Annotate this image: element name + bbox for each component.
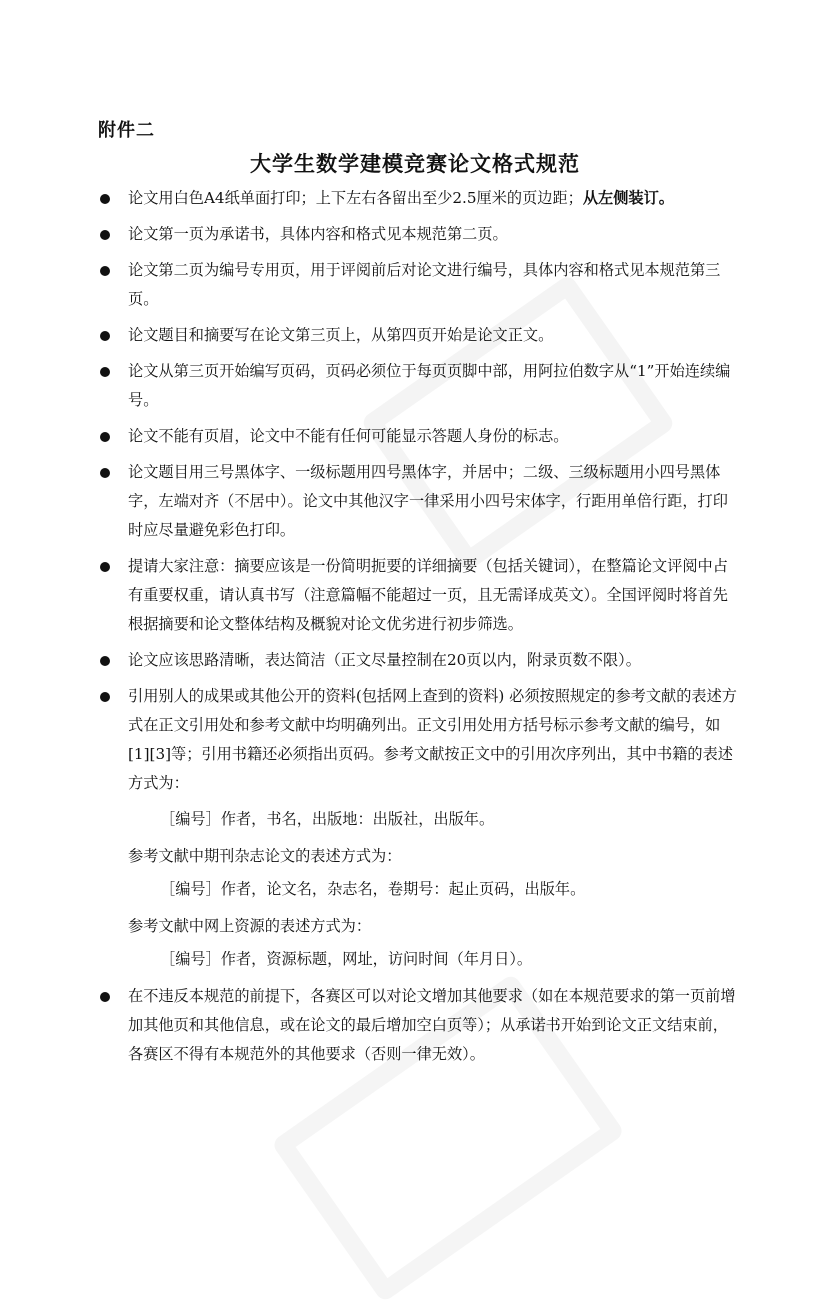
document-body (98, 184, 738, 1076)
list-item (98, 458, 738, 545)
list-item-text: 论文不能有页眉，论文中不能有任何可能显示答题人身份的标志。 (128, 427, 569, 445)
list-item (98, 220, 738, 249)
list-item-text: 引用别人的成果或其他公开的资料(包括网上查到的资料) 必须按照规定的参考文献的表述方式在正文引用处和参考文献中均明确列出。正文引用处用方括号标示参考文献的编号，如[1][3]等；引用书籍还必须指出页码。参考文献按正文中的引用次序列出，其中书籍的表述方式为： (128, 687, 737, 792)
reference-heading-web: 参考文献中网上资源的表述方式为： (128, 917, 371, 935)
list-item (98, 357, 738, 415)
bullet-icon (100, 468, 110, 478)
list-item (98, 982, 738, 1069)
bullet-icon (100, 562, 110, 572)
list-item-text (128, 184, 738, 213)
bullet-icon (100, 331, 110, 341)
bullet-icon (100, 432, 110, 442)
page-title: 大学生数学建模竞赛论文格式规范 (250, 151, 580, 176)
list-item-text-part: 论文用白色A4纸单面打印；上下左右各留出至少2.5厘米的页边距； (128, 189, 583, 207)
list-item-text: 在不违反本规范的前提下，各赛区可以对论文增加其他要求（如在本规范要求的第一页前增加其他页和其他信息，或在论文的最后增加空白页等）；从承诺书开始到论文正文结束前，各赛区不得有本规范外的其他要求（否则一律无效）。 (128, 987, 736, 1063)
list-item (98, 682, 738, 798)
list-item-text: 论文题目和摘要写在论文第三页上，从第四页开始是论文正文。 (128, 326, 554, 344)
reference-format-journal: ［编号］作者，论文名，杂志名，卷期号：起止页码，出版年。 (160, 880, 586, 898)
bullet-icon (100, 656, 110, 666)
bullet-icon (100, 692, 110, 702)
list-item-text: 论文题目用三号黑体字、一级标题用四号黑体字，并居中；二级、三级标题用小四号黑体字，左端对齐（不居中）。论文中其他汉字一律采用小四号宋体字，行距用单倍行距，打印时应尽量避免彩色打印。 (128, 463, 728, 539)
bullet-icon (100, 194, 110, 204)
list-item (98, 256, 738, 314)
list-item (98, 422, 738, 451)
reference-heading-journal: 参考文献中期刊杂志论文的表述方式为： (128, 847, 402, 865)
bullet-icon (100, 367, 110, 377)
bullet-icon (100, 992, 110, 1002)
bullet-icon (100, 266, 110, 276)
list-item (98, 552, 738, 639)
list-item (98, 321, 738, 350)
list-item-text: 论文从第三页开始编写页码，页码必须位于每页页脚中部，用阿拉伯数字从“1”开始连续编号。 (128, 362, 731, 409)
list-item (98, 184, 738, 213)
list-item-text: 论文应该思路清晰，表达简洁（正文尽量控制在20页以内，附录页数不限）。 (128, 651, 641, 669)
reference-format-book: ［编号］作者，书名，出版地：出版社，出版年。 (160, 810, 495, 828)
list-item-bold-text: 从左侧装订。 (582, 189, 674, 207)
attachment-label: 附件二 (98, 120, 155, 141)
bullet-icon (100, 230, 110, 240)
list-item-text: 提请大家注意：摘要应该是一份简明扼要的详细摘要（包括关键词），在整篇论文评阅中占有重要权重，请认真书写（注意篇幅不能超过一页，且无需译成英文）。全国评阅时将首先根据摘要和论文整体结构及概貌对论文优劣进行初步筛选。 (128, 557, 728, 633)
reference-format-web: ［编号］作者，资源标题，网址，访问时间（年月日）。 (160, 950, 533, 968)
list-item (98, 646, 738, 675)
list-item-text: 论文第二页为编号专用页，用于评阅前后对论文进行编号，具体内容和格式见本规范第三页。 (128, 261, 721, 308)
list-item-text: 论文第一页为承诺书，具体内容和格式见本规范第二页。 (128, 225, 508, 243)
